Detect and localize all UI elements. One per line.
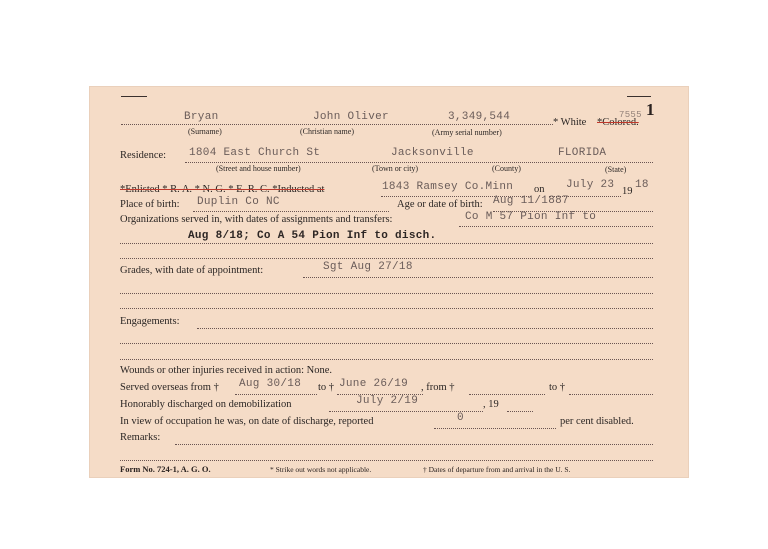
remarks-line-2 bbox=[120, 460, 653, 461]
disability-line bbox=[434, 428, 556, 429]
birth-date-value: Aug 11/1887 bbox=[493, 195, 569, 207]
discharge-date-value: July 2/19 bbox=[356, 395, 419, 407]
inducted-year-value: 18 bbox=[635, 179, 649, 191]
enlistment-options: *Enlisted * R. A. * N. G. * E. R. C. *Inducted at bbox=[120, 184, 325, 195]
overseas-to-line-2 bbox=[569, 394, 653, 395]
inducted-at-value: 1843 Ramsey Co.Minn bbox=[382, 181, 514, 193]
discharge-year-line bbox=[507, 411, 533, 412]
county-caption: (County) bbox=[492, 164, 521, 173]
street-caption: (Street and house number) bbox=[216, 164, 301, 173]
grades-line-2 bbox=[120, 293, 653, 294]
race-overprint: 7555 bbox=[619, 110, 642, 120]
street-value: 1804 East Church St bbox=[189, 147, 321, 159]
on-label: on bbox=[534, 184, 545, 195]
birth-place-value: Duplin Co NC bbox=[197, 196, 280, 208]
disability-label: In view of occupation he was, on date of discharge, reported bbox=[120, 416, 374, 427]
footer-note-strike: * Strike out words not applicable. bbox=[270, 465, 372, 474]
organizations-value-1: Co M 57 Pion Inf to bbox=[465, 211, 597, 223]
footer-note-dates: † Dates of departure from and arrival in the U. S. bbox=[423, 465, 571, 474]
christian-name-caption: (Christian name) bbox=[300, 127, 354, 136]
discharge-year-label: , 19 bbox=[483, 399, 499, 410]
overseas-from-line bbox=[235, 394, 317, 395]
residence-label: Residence: bbox=[120, 150, 167, 161]
engagements-label: Engagements: bbox=[120, 316, 180, 327]
grades-line-3 bbox=[120, 308, 653, 309]
organizations-line-3 bbox=[120, 258, 653, 259]
serial-number-value: 3,349,544 bbox=[448, 111, 511, 123]
remarks-line-1 bbox=[175, 444, 653, 445]
name-line bbox=[121, 124, 553, 125]
race-white-label: * White bbox=[553, 117, 587, 128]
serial-number-caption: (Army serial number) bbox=[432, 128, 502, 137]
overseas-from-line-2 bbox=[469, 394, 545, 395]
disability-suffix: per cent disabled. bbox=[560, 416, 634, 427]
disability-value: 0 bbox=[457, 412, 464, 424]
overseas-to-value: June 26/19 bbox=[339, 378, 409, 390]
page-number: 1 bbox=[646, 100, 655, 119]
engagements-line-1 bbox=[197, 328, 653, 329]
overseas-from-label-2: , from † bbox=[421, 382, 455, 393]
top-left-rule bbox=[121, 96, 147, 97]
engagements-line-2 bbox=[120, 343, 653, 344]
service-record-card bbox=[89, 86, 689, 478]
overseas-to-label-2: to † bbox=[549, 382, 566, 393]
organizations-line-1 bbox=[459, 226, 653, 227]
discharged-label: Honorably discharged on demobilization bbox=[120, 399, 292, 410]
grades-value: Sgt Aug 27/18 bbox=[323, 261, 413, 273]
remarks-label: Remarks: bbox=[120, 432, 161, 443]
inducted-date-value: July 23 bbox=[566, 179, 615, 191]
organizations-label: Organizations served in, with dates of assignments and transfers: bbox=[120, 214, 393, 225]
served-overseas-label: Served overseas from † bbox=[120, 382, 219, 393]
overseas-to-label: to † bbox=[318, 382, 335, 393]
state-value: FLORIDA bbox=[558, 147, 607, 159]
town-caption: (Town or city) bbox=[372, 164, 419, 173]
birth-date-label: Age or date of birth: bbox=[397, 199, 483, 210]
birth-place-line bbox=[193, 211, 389, 212]
birth-place-label: Place of birth: bbox=[120, 199, 180, 210]
organizations-value-2: Aug 8/18; Co A 54 Pion Inf to disch. bbox=[188, 230, 437, 242]
engagements-line-3 bbox=[120, 359, 653, 360]
top-right-rule bbox=[627, 96, 651, 97]
year-prefix: 19 bbox=[622, 186, 633, 197]
christian-name-value: John Oliver bbox=[313, 111, 389, 123]
enlistment-type-label bbox=[120, 184, 324, 195]
surname-value: Bryan bbox=[184, 111, 219, 123]
wounds-label: Wounds or other injuries received in action: None. bbox=[120, 365, 333, 376]
form-number: Form No. 724-1, A. G. O. bbox=[120, 464, 211, 474]
town-value: Jacksonville bbox=[391, 147, 474, 159]
grades-label: Grades, with date of appointment: bbox=[120, 265, 264, 276]
surname-caption: (Surname) bbox=[188, 127, 222, 136]
race-colored-label: *Colored. bbox=[597, 117, 639, 128]
organizations-line-2 bbox=[120, 243, 653, 244]
state-caption: (State) bbox=[605, 165, 627, 174]
grades-line-1 bbox=[303, 277, 653, 278]
residence-line bbox=[185, 162, 653, 163]
overseas-from-value: Aug 30/18 bbox=[239, 378, 302, 390]
